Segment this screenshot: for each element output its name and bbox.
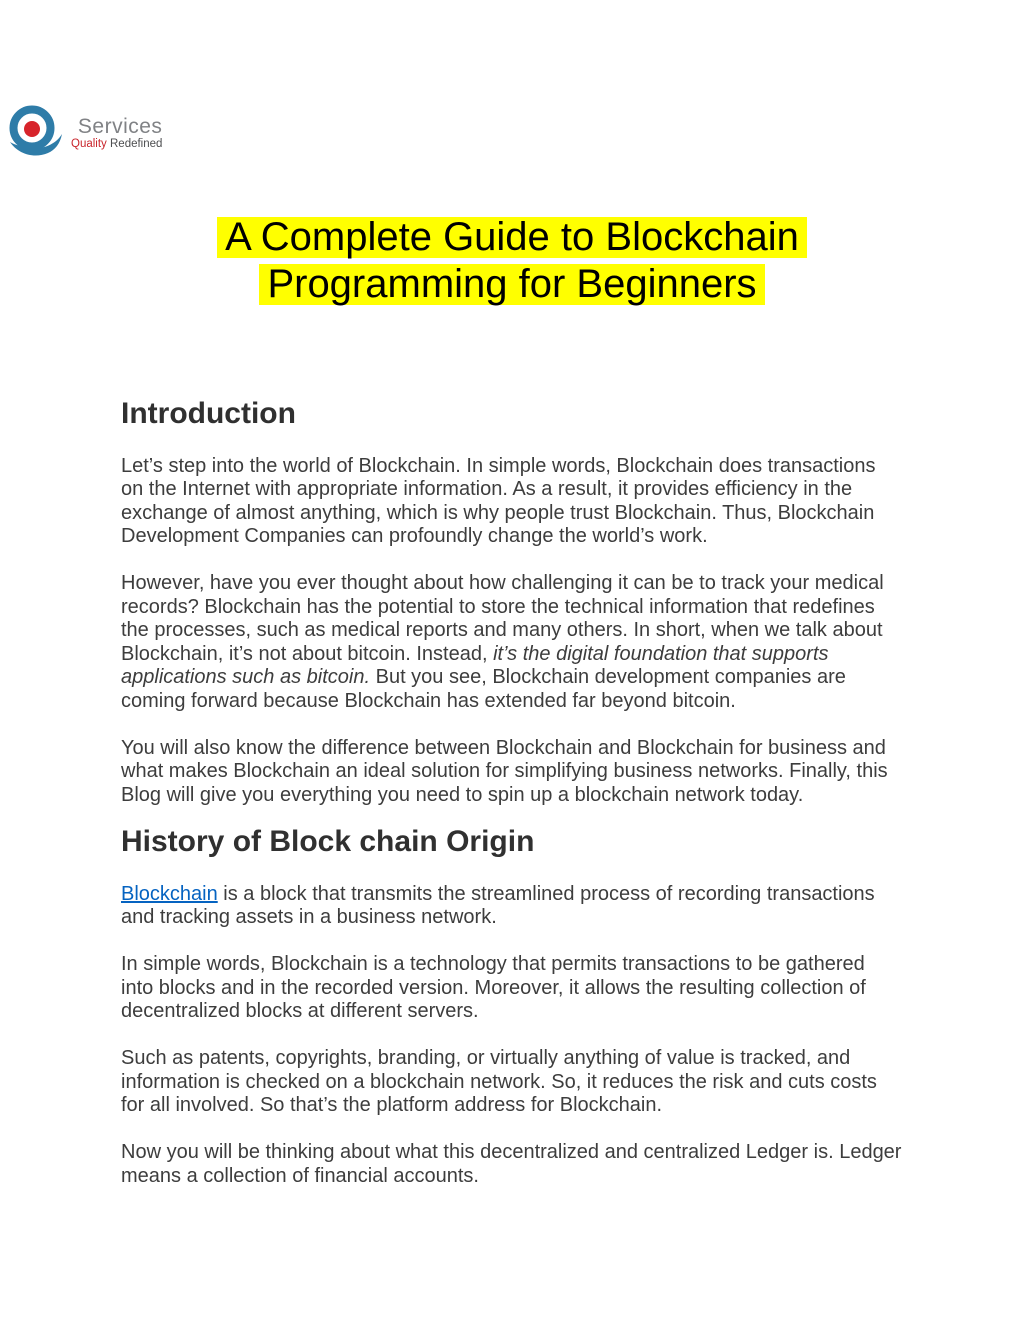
logo (4, 0, 1024, 161)
title-line-1 (0, 215, 1024, 260)
heading-history: History of Block chain Origin (121, 825, 535, 858)
intro-paragraph-2 (121, 572, 902, 713)
history-paragraph-1 (121, 883, 902, 930)
logo-tagline-redefined: Redefined (106, 138, 163, 150)
text-run: Let’s step into the world of Blockchain. In simple words, Blockchain does transactions on the Internet with appropriate information. As a result, it provides efficiency in the exchange of almost anything, which is why people trust Blockchain. Thus, Blockchain Development Companies can profoundly change the world’s work. (121, 454, 876, 547)
text-run: Now you will be thinking about what this decentralized and centralized Ledger is. Ledger means a collection of financial accounts. (121, 1141, 902, 1187)
logo-name: Services (77, 115, 163, 138)
text-run: You will also know the difference between Blockchain and Blockchain for business and what makes Blockchain an ideal solution for simplifying business networks. Finally, this Blog will give you everything you need to spin up a blockchain network today. (121, 736, 888, 806)
intro-paragraph-3 (121, 737, 902, 808)
heading-introduction: Introduction (121, 397, 296, 430)
logo-text (71, 116, 162, 151)
text-run: But you see, Blockchain development companies are coming forward because Blockchain has extended far beyond bitcoin. (121, 666, 846, 712)
title-line-2 (0, 262, 1024, 307)
history-paragraph-3 (121, 1047, 902, 1118)
logo-q-icon (4, 103, 64, 161)
text-run: However, have you ever thought about how challenging it can be to track your medical records? Blockchain has the potential to store the technical information that redefines the processes, such as medical reports and many others. In short, when we talk about Blockchain, it’s not about bitcoin. Instead, (121, 572, 884, 665)
document-body (121, 397, 902, 1188)
intro-paragraph-1 (121, 455, 902, 549)
title-highlight-2: Programming for Beginners (259, 264, 764, 305)
logo-tagline-quality: Quality (71, 138, 107, 150)
logo-tagline (71, 138, 162, 151)
title-highlight-1: A Complete Guide to Blockchain (217, 217, 807, 258)
text-run: Such as patents, copyrights, branding, or virtually anything of value is tracked, and information is checked on a blockchain network. So, it reduces the risk and cuts costs for all involved. So that’s the platform address for Blockchain. (121, 1047, 877, 1116)
text-run: In simple words, Blockchain is a technology that permits transactions to be gathered into blocks and in the recorded version. Moreover, it allows the resulting collection of decentralized blocks at different servers. (121, 953, 866, 1022)
history-paragraph-2 (121, 953, 902, 1024)
history-paragraph-4 (121, 1141, 902, 1188)
page-title (0, 215, 1024, 307)
text-run: is a block that transmits the streamlined process of recording transactions and tracking assets in a business network. (121, 882, 875, 928)
logo-red-dot (24, 121, 40, 137)
blockchain-link[interactable]: Blockchain (121, 882, 218, 905)
italic-text-run: it’s the digital foundation that supports applications such as bitcoin. (121, 642, 829, 688)
